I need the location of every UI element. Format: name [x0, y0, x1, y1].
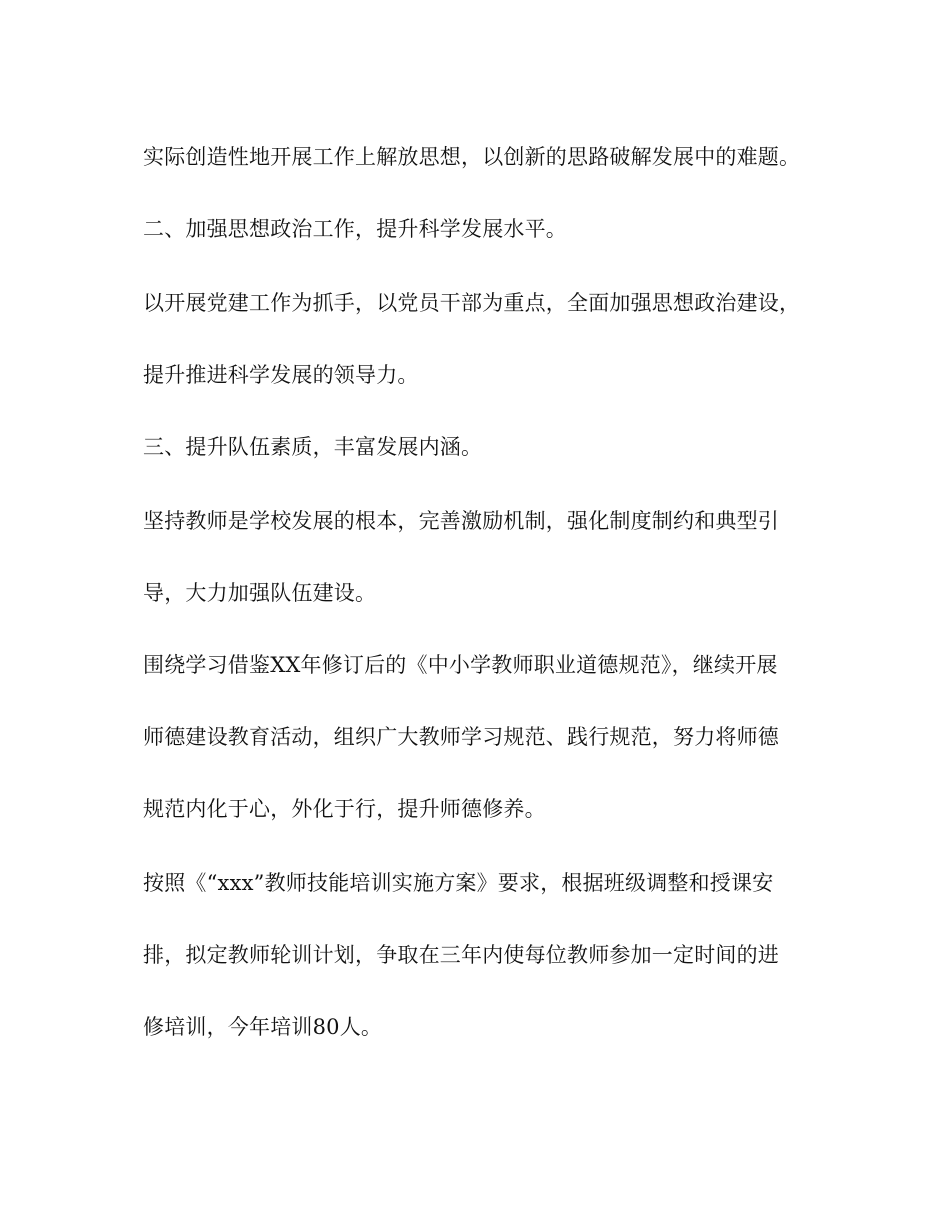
section-heading-2: 二、加强思想政治工作，提升科学发展水平。 — [143, 217, 567, 241]
text-line-10: 规范内化于心，外化于行，提升师德修养。 — [143, 797, 546, 821]
text-line-6: 坚持教师是学校发展的根本，完善激励机制，强化制度制约和典型引 — [143, 509, 779, 533]
text-line-13: 修培训，今年培训80人。 — [143, 1015, 383, 1039]
text-line-9: 师德建设教育活动，组织广大教师学习规范、践行规范，努力将师德 — [143, 725, 779, 749]
section-heading-3: 三、提升队伍素质，丰富发展内涵。 — [143, 435, 483, 459]
text-line-11: 按照《“xxx”教师技能培训实施方案》要求，根据班级调整和授课安 — [143, 871, 774, 895]
text-line-8: 围绕学习借鉴XX年修订后的《中小学教师职业道德规范》，继续开展 — [143, 653, 778, 677]
text-line-1: 实际创造性地开展工作上解放思想，以创新的思路破解发展中的难题。 — [143, 145, 801, 169]
text-line-3: 以开展党建工作为抓手，以党员干部为重点，全面加强思想政治建设， — [143, 291, 801, 315]
text-line-4: 提升推进科学发展的领导力。 — [143, 363, 419, 387]
text-line-12: 排，拟定教师轮训计划，争取在三年内使每位教师参加一定时间的进 — [143, 943, 779, 967]
text-line-7: 导，大力加强队伍建设。 — [143, 581, 377, 605]
